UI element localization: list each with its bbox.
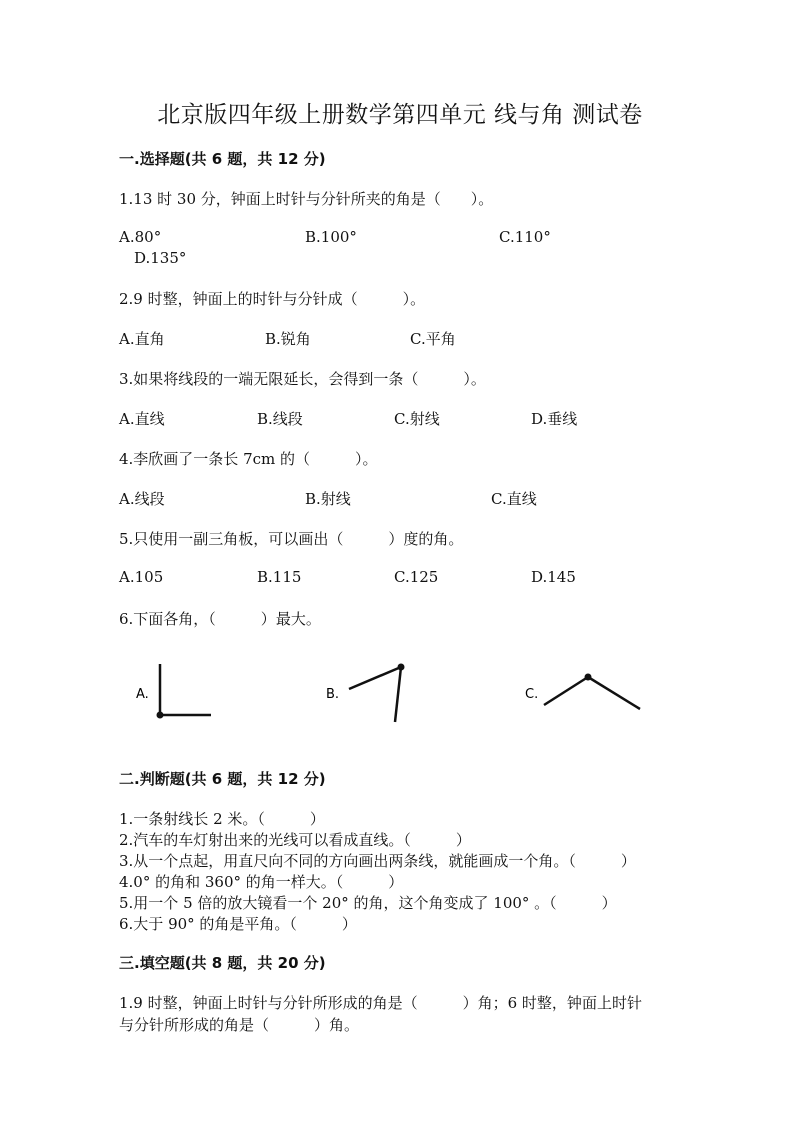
judgement-3: 3.从一个点起，用直尺向不同的方向画出两条线，就能画成一个角。（ ） <box>119 852 636 870</box>
question-1: 1.13 时 30 分，钟面上时针与分针所夹的角是（ ）。 <box>119 190 494 208</box>
option-1b: B.100° <box>305 228 357 246</box>
fill-blank-1-line-2: 与分针所形成的角是（ ）角。 <box>119 1016 360 1034</box>
judgement-1: 1.一条射线长 2 米。（ ） <box>119 810 325 828</box>
question-6: 6.下面各角，（ ）最大。 <box>119 610 321 628</box>
option-5d: D.145 <box>531 568 576 586</box>
judgement-5: 5.用一个 5 倍的放大镜看一个 20° 的角，这个角变成了 100° 。（ ） <box>119 894 617 912</box>
angle-c-figure <box>544 674 640 710</box>
option-5a: A.105 <box>119 568 164 586</box>
figure-label-b: B. <box>326 687 340 702</box>
figure-label-a: A. <box>136 687 149 702</box>
option-2b: B.锐角 <box>265 330 311 348</box>
option-2a: A.直角 <box>119 330 165 348</box>
option-3c: C.射线 <box>394 410 440 428</box>
question-2: 2.9 时整，钟面上的时针与分针成（ ）。 <box>119 290 426 308</box>
angle-a-figure <box>157 664 212 719</box>
judgement-6: 6.大于 90° 的角是平角。（ ） <box>119 915 357 933</box>
option-1c: C.110° <box>499 228 551 246</box>
option-3b: B.线段 <box>257 410 303 428</box>
judgement-2: 2.汽车的车灯射出来的光线可以看成直线。（ ） <box>119 831 471 849</box>
option-1a: A.80° <box>119 228 162 246</box>
question-3: 3.如果将线段的一端无限延长，会得到一条（ ）。 <box>119 370 486 388</box>
question-4: 4.李欣画了一条长 7cm 的（ ）。 <box>119 450 378 468</box>
figure-label-c: C. <box>525 687 539 702</box>
question-5: 5.只使用一副三角板，可以画出（ ）度的角。 <box>119 530 464 548</box>
angle-b-figure <box>349 664 405 723</box>
section-heading-judgement: 二.判断题(共 6 题，共 12 分) <box>119 770 326 788</box>
option-3d: D.垂线 <box>531 410 578 428</box>
page-title: 北京版四年级上册数学第四单元 线与角 测试卷 <box>157 102 643 128</box>
option-1d: D.135° <box>134 249 187 267</box>
judgement-4: 4.0° 的角和 360° 的角一样大。（ ） <box>119 873 404 891</box>
option-2c: C.平角 <box>410 330 456 348</box>
option-4b: B.射线 <box>305 490 351 508</box>
option-5b: B.115 <box>257 568 302 586</box>
option-4a: A.线段 <box>119 490 165 508</box>
fill-blank-1-line-1: 1.9 时整，钟面上时针与分针所形成的角是（ ）角；6 时整，钟面上时针 <box>119 994 642 1012</box>
option-5c: C.125 <box>394 568 439 586</box>
section-heading-choice: 一.选择题(共 6 题，共 12 分) <box>119 150 326 168</box>
option-3a: A.直线 <box>119 410 165 428</box>
option-4c: C.直线 <box>491 490 537 508</box>
section-heading-fill-blank: 三.填空题(共 8 题，共 20 分) <box>119 954 326 972</box>
